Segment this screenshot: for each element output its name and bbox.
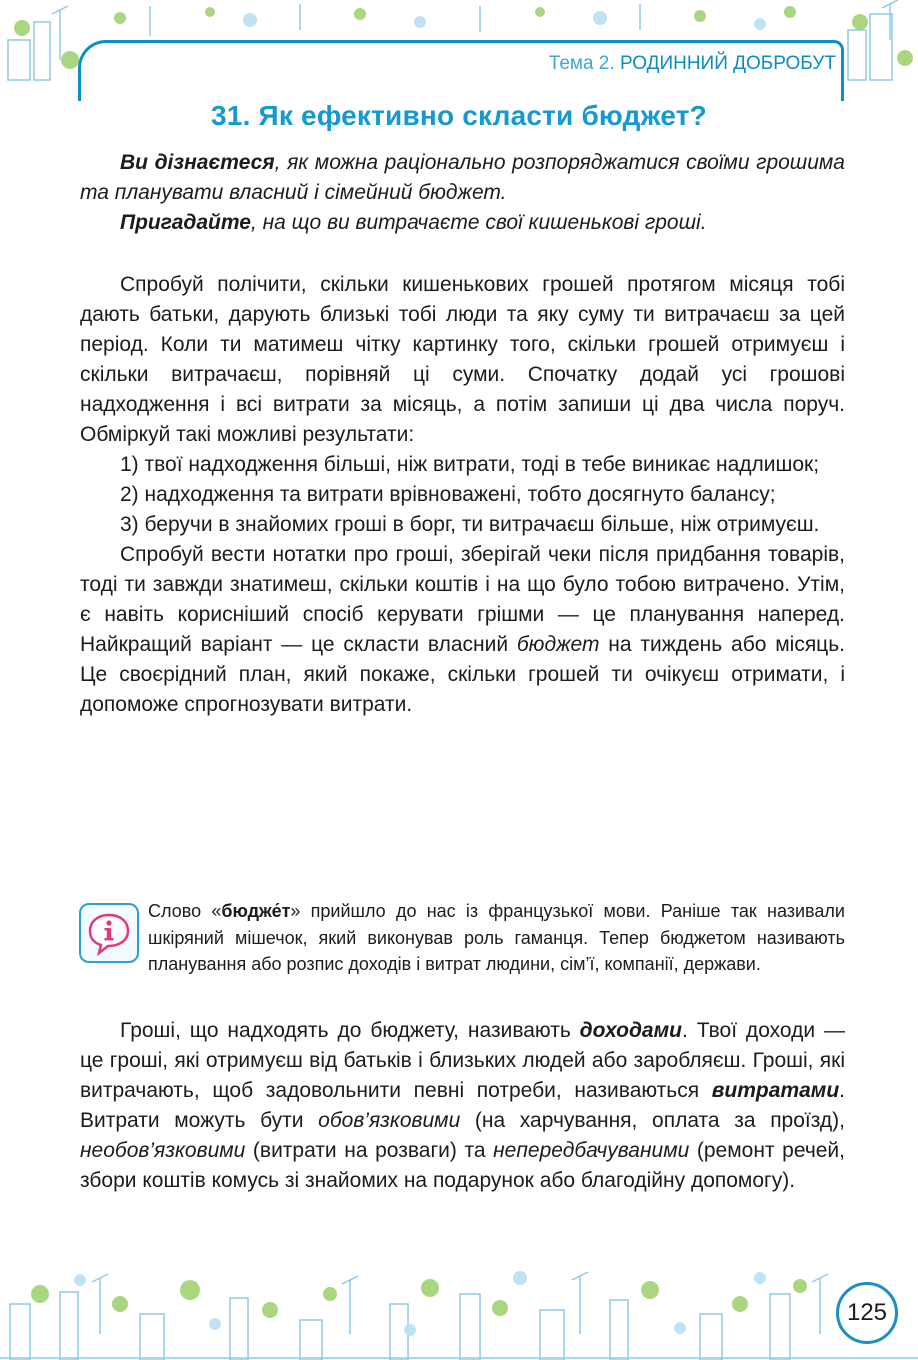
intro-recall	[80, 208, 845, 238]
intro-recall-lead: Пригадайте	[120, 211, 251, 234]
closing-s6: (ремонт речей, збори коштів комусь зі знайомих на подарунок або благодійну допомогу).	[80, 1139, 845, 1192]
closing-s1: Гроші, що надходять до бюджету, називають	[120, 1019, 580, 1042]
closing-text	[80, 1016, 845, 1196]
info-speech-bubble-icon	[79, 903, 139, 963]
budget-term: бюджет	[516, 633, 600, 656]
term-optional: необов’язковими	[80, 1139, 246, 1162]
term-mandatory: обов’язковими	[318, 1109, 461, 1132]
note-term: бюдже́т	[221, 901, 291, 921]
theme-label: Тема 2.	[548, 53, 615, 74]
closing-s5: (витрати на розваги) та	[245, 1139, 494, 1162]
intro-learn-lead: Ви дізнаєтеся	[120, 151, 275, 174]
term-unforeseen: непередбачуваними	[493, 1139, 690, 1162]
term-expenses: витратами	[711, 1079, 840, 1102]
closing-s3: . Витрати можуть бути	[80, 1079, 845, 1132]
intro-block	[80, 148, 845, 238]
list-item-1: 1) твої надходження більші, ніж витрати, тоді в тебе виникає надлишок;	[120, 453, 820, 476]
section-theme	[549, 53, 836, 75]
main-text	[80, 270, 845, 720]
list-item-2: 2) надходження та витрати врівноважені, тобто досягнуто балансу;	[120, 483, 776, 506]
intro-recall-text: , на що ви витрачаєте свої кишенькові гроші.	[250, 211, 707, 234]
info-note	[148, 898, 845, 978]
intro-learn	[80, 148, 845, 208]
page-number: 125	[836, 1282, 898, 1344]
paragraph-3	[80, 1016, 845, 1196]
list-item-3: 3) беручи в знайомих гроші в борг, ти витрачаєш більше, ніж отримуєш.	[120, 513, 820, 536]
closing-s2: . Твої доходи — це гроші, які отримуєш від батьків і близьких людей або заробляєш. Гроші, які витрачають, щоб задовольнити певні потреби, називаються	[80, 1019, 845, 1102]
paragraph-2	[80, 540, 845, 720]
closing-s4: (на харчування, оплата за проїзд),	[460, 1109, 846, 1132]
note-pre: Слово «	[148, 901, 222, 921]
bottom-city-decoration	[0, 1264, 918, 1360]
note-post: » прийшло до нас із французької мови. Раніше так називали шкіряний мішечок, який виконував роль гаманця. Тепер бюджетом називають планування або розпис доходів і витрат людини, сім’ї, компанії, держави.	[148, 901, 845, 974]
paragraph-2-a: Спробуй вести нотатки про гроші, зберігай чеки після придбання товарів, тоді ти завжди знатимеш, скільки коштів і на що було тобою витрачено. Утім, є навіть корисніший спосіб керувати грішми — це планування наперед. Найкращий варіант — це скласти власний	[80, 543, 845, 656]
theme-name: РОДИННИЙ ДОБРОБУТ	[619, 53, 836, 74]
paragraph-1: Спробуй полічити, скільки кишенькових грошей протягом місяця тобі дають батьки, дарують близькі тобі люди та яку суму ти витрачаєш за цей період. Коли ти матимеш чітку картинку того, скільки грошей отримуєш і скільки витрачаєш, порівняй ці суми. Спочатку додай усі грошові надходження і всі витрати за місяць, а потім запиши ці два числа поруч. Обміркуй такі можливі результати:	[80, 273, 845, 446]
paragraph-2-b: на тиждень або місяць. Це своєрідний план, який покаже, скільки грошей ти очікуєш отримати, і допоможе спрогнозувати витрати.	[80, 633, 845, 716]
term-income: доходами	[579, 1019, 682, 1042]
intro-learn-text: , як можна раціонально розпоряджатися своїми грошима та планувати власний і сімейний бюджет.	[80, 151, 845, 204]
lesson-title: 31. Як ефективно скласти бюджет?	[211, 100, 707, 131]
